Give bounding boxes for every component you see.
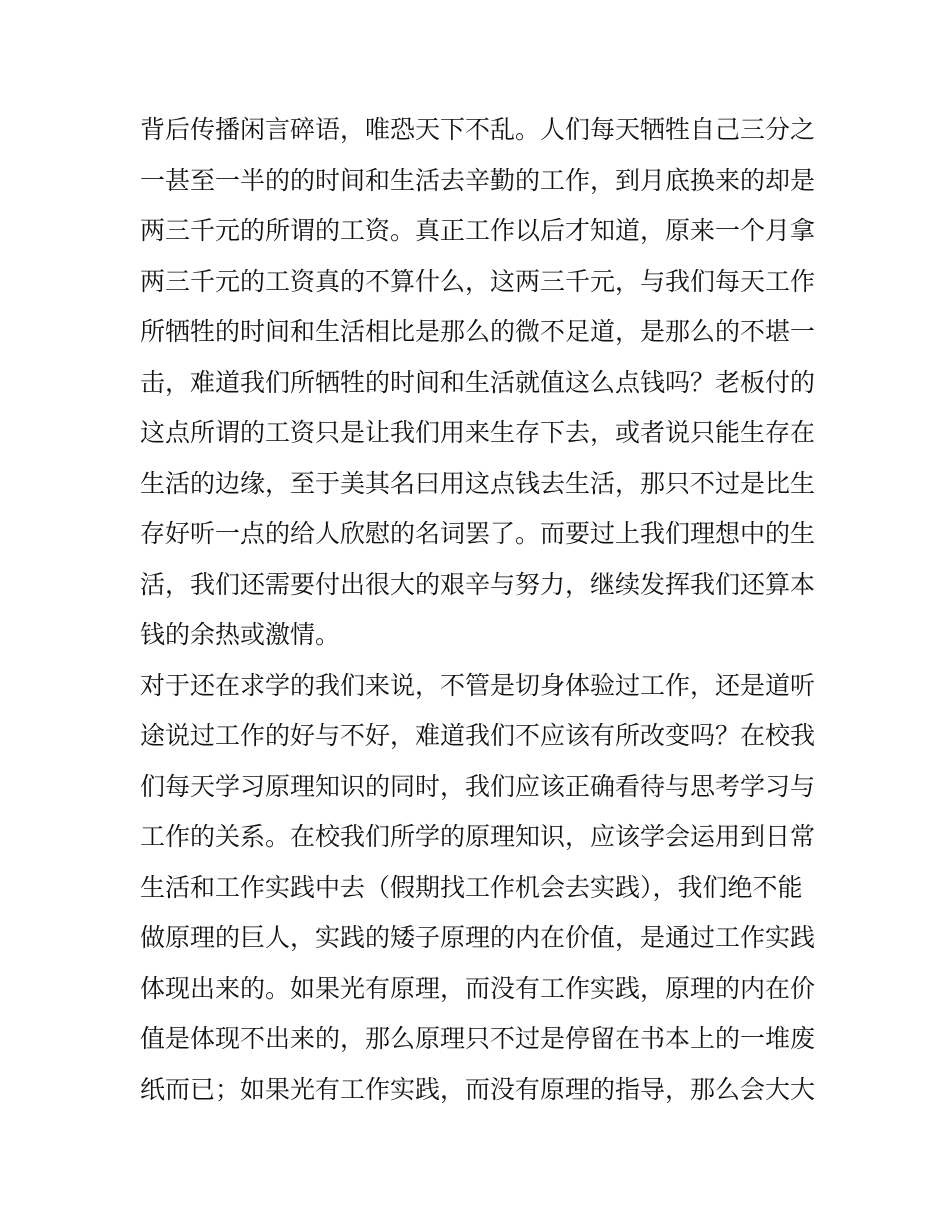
text-line: 存好听一点的给人欣慰的名词罢了。而要过上我们理想中的生 bbox=[140, 519, 816, 548]
text-line: 途说过工作的好与不好，难道我们不应该有所改变吗？在校我 bbox=[140, 721, 816, 750]
text-line: 所牺牲的时间和生活相比是那么的微不足道，是那么的不堪一 bbox=[140, 317, 816, 346]
text-line: 生活和工作实践中去（假期找工作机会去实践），我们绝不能 bbox=[140, 872, 803, 902]
text-line: 背后传播闲言碎语，唯恐天下不乱。人们每天牺牲自己三分之 bbox=[140, 115, 816, 144]
body-text bbox=[140, 105, 820, 1115]
text-line: 钱的余热或激情。 bbox=[140, 620, 341, 649]
text-line: 值是体现不出来的，那么原理只不过是停留在书本上的一堆废 bbox=[140, 1024, 816, 1053]
text-line: 击，难道我们所牺牲的时间和生活就值这么点钱吗？老板付的 bbox=[140, 367, 816, 397]
text-line: 体现出来的。如果光有原理，而没有工作实践，原理的内在价 bbox=[140, 973, 816, 1003]
text-line: 一甚至一半的的时间和生活去辛勤的工作，到月底换来的却是 bbox=[140, 165, 816, 195]
text-line: 对于还在求学的我们来说，不管是切身体验过工作，还是道听 bbox=[140, 670, 816, 700]
text-line: 这点所谓的工资只是让我们用来生存下去，或者说只能生存在 bbox=[140, 418, 816, 447]
text-line: 做原理的巨人，实践的矮子原理的内在价值，是通过工作实践 bbox=[140, 923, 816, 952]
text-line: 工作的关系。在校我们所学的原理知识，应该学会运用到日常 bbox=[140, 822, 816, 851]
text-line: 们每天学习原理知识的同时，我们应该正确看待与思考学习与 bbox=[140, 771, 816, 801]
text-line: 两三千元的工资真的不算什么，这两三千元，与我们每天工作 bbox=[140, 266, 816, 296]
text-line: 两三千元的所谓的工资。真正工作以后才知道，原来一个月拿 bbox=[140, 216, 816, 245]
text-line: 纸而已；如果光有工作实践，而没有原理的指导，那么会大大 bbox=[140, 1074, 816, 1104]
text-line: 生活的边缘，至于美其名曰用这点钱去生活，那只不过是比生 bbox=[140, 468, 816, 498]
text-line: 活，我们还需要付出很大的艰辛与努力，继续发挥我们还算本 bbox=[140, 569, 816, 599]
